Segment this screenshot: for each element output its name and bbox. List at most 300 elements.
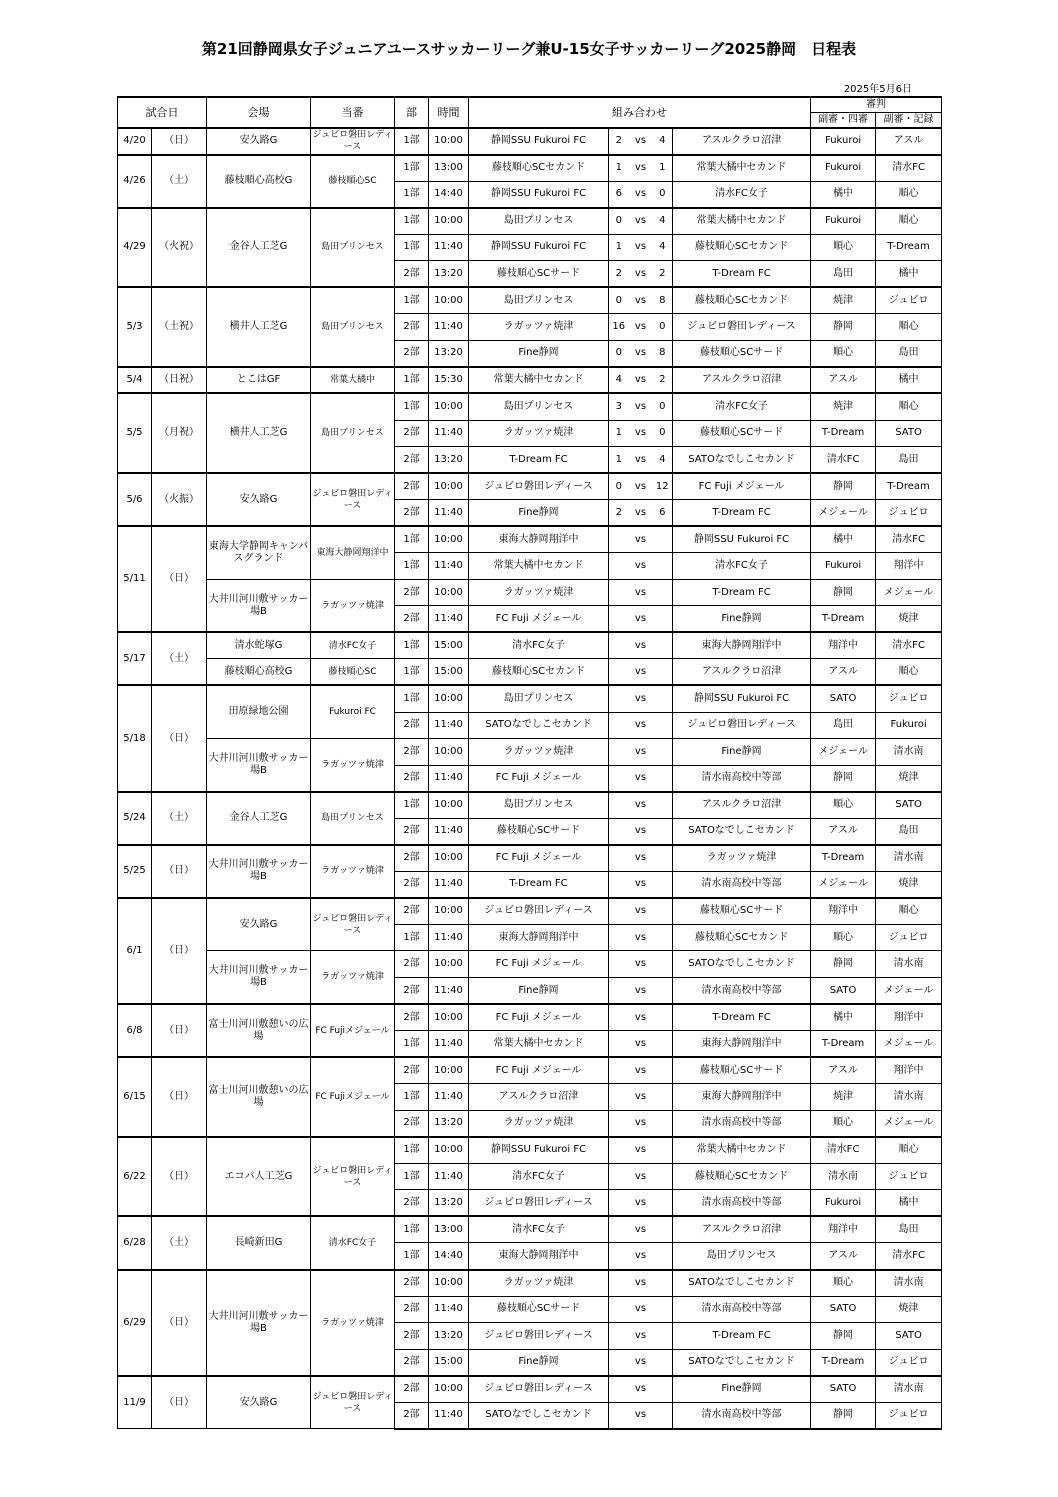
versus-label: vs — [629, 924, 653, 951]
division: 1部 — [395, 128, 429, 155]
home-team: 藤枝順心SCセカンド — [469, 155, 609, 182]
home-team: FC Fuji メジェール — [469, 606, 609, 633]
home-score — [609, 579, 629, 606]
division: 2部 — [395, 1376, 429, 1403]
referee-2: メジェール — [876, 978, 942, 1005]
away-score — [653, 818, 673, 845]
versus-label: vs — [629, 1163, 653, 1190]
division: 1部 — [395, 367, 429, 394]
home-score: 1 — [609, 447, 629, 474]
referee-2: メジェール — [876, 1031, 942, 1058]
referee-2: 橘中 — [876, 367, 942, 394]
home-score — [609, 1270, 629, 1297]
kickoff-time: 13:20 — [429, 340, 469, 367]
header-ref1: 副審・四審 — [811, 113, 876, 129]
referee-1: メジェール — [811, 500, 876, 527]
referee-2: 清水南 — [876, 1270, 942, 1297]
away-team: 清水南高校中等部 — [673, 871, 811, 898]
referee-1: アスル — [811, 818, 876, 845]
away-score — [653, 1163, 673, 1190]
match-date: 5/24 — [118, 792, 152, 845]
referee-2: 島田 — [876, 447, 942, 474]
referee-1: 順心 — [811, 924, 876, 951]
away-team: FC Fuji メジェール — [673, 473, 811, 500]
home-team: FC Fuji メジェール — [469, 951, 609, 978]
host-team: 島田プリンセス — [311, 792, 395, 845]
referee-2: 清水南 — [876, 951, 942, 978]
venue-name: 藤枝順心高校G — [207, 659, 311, 686]
referee-2: 翔洋中 — [876, 1057, 942, 1084]
host-team: ジュビロ磐田レディース — [311, 473, 395, 526]
match-weekday: （日） — [152, 1004, 207, 1057]
referee-2: 島田 — [876, 1216, 942, 1243]
division: 2部 — [395, 261, 429, 288]
match-weekday: （土） — [152, 1216, 207, 1269]
kickoff-time: 10:00 — [429, 208, 469, 235]
home-team: 島田プリンセス — [469, 685, 609, 712]
match-date: 6/28 — [118, 1216, 152, 1269]
division: 2部 — [395, 845, 429, 872]
referee-1: 翔洋中 — [811, 1216, 876, 1243]
referee-1: 島田 — [811, 261, 876, 288]
host-team: FC Fujiメジェール — [311, 1057, 395, 1137]
home-score — [609, 1402, 629, 1429]
table-row — [118, 792, 942, 819]
match-weekday: （日） — [152, 526, 207, 632]
referee-1: 焼津 — [811, 1084, 876, 1111]
home-team: 静岡SSU Fukuroi FC — [469, 128, 609, 155]
away-score — [653, 978, 673, 1005]
home-team: 静岡SSU Fukuroi FC — [469, 1137, 609, 1164]
kickoff-time: 11:40 — [429, 712, 469, 739]
kickoff-time: 11:40 — [429, 314, 469, 341]
kickoff-time: 11:40 — [429, 924, 469, 951]
kickoff-time: 11:40 — [429, 234, 469, 261]
away-score — [653, 1057, 673, 1084]
table-row — [118, 1216, 942, 1243]
versus-label: vs — [629, 792, 653, 819]
away-team: 藤枝順心SCセカンド — [673, 924, 811, 951]
kickoff-time: 13:20 — [429, 1190, 469, 1217]
referee-2: 清水南 — [876, 1084, 942, 1111]
home-score — [609, 1031, 629, 1058]
host-team: 清水FC女子 — [311, 1216, 395, 1269]
division: 2部 — [395, 1057, 429, 1084]
division: 2部 — [395, 1190, 429, 1217]
venue-name: 横井人工芝G — [207, 287, 311, 367]
versus-label: vs — [629, 1243, 653, 1270]
match-date: 4/26 — [118, 155, 152, 208]
home-team: 島田プリンセス — [469, 393, 609, 420]
home-score — [609, 924, 629, 951]
referee-2: 焼津 — [876, 871, 942, 898]
versus-label: vs — [629, 765, 653, 792]
host-team: ラガッツァ焼津 — [311, 1270, 395, 1376]
home-team: ラガッツァ焼津 — [469, 1270, 609, 1297]
referee-1: Fukuroi — [811, 128, 876, 155]
away-team: 清水南高校中等部 — [673, 1296, 811, 1323]
away-team: 清水FC女子 — [673, 181, 811, 208]
home-team: ラガッツァ焼津 — [469, 739, 609, 766]
match-date: 5/6 — [118, 473, 152, 526]
away-team: 清水南高校中等部 — [673, 1402, 811, 1429]
away-team: 藤枝順心SCセカンド — [673, 1163, 811, 1190]
home-team: ラガッツァ焼津 — [469, 420, 609, 447]
kickoff-time: 15:00 — [429, 659, 469, 686]
away-score — [653, 1376, 673, 1403]
home-team: 清水FC女子 — [469, 632, 609, 659]
referee-1: 橘中 — [811, 1004, 876, 1031]
kickoff-time: 11:40 — [429, 500, 469, 527]
division: 1部 — [395, 685, 429, 712]
home-team: FC Fuji メジェール — [469, 845, 609, 872]
home-team: 藤枝順心SCサード — [469, 1296, 609, 1323]
away-score — [653, 1349, 673, 1376]
table-row — [118, 951, 942, 978]
versus-label: vs — [629, 898, 653, 925]
home-team: 常葉大橘中セカンド — [469, 553, 609, 580]
division: 2部 — [395, 579, 429, 606]
away-score: 4 — [653, 208, 673, 235]
referee-2: 焼津 — [876, 765, 942, 792]
venue-name: 大井川河川敷サッカー場B — [207, 739, 311, 792]
host-team: ラガッツァ焼津 — [311, 845, 395, 898]
kickoff-time: 11:40 — [429, 978, 469, 1005]
division: 2部 — [395, 1270, 429, 1297]
match-date: 4/29 — [118, 208, 152, 288]
host-team: FC Fujiメジェール — [311, 1004, 395, 1057]
away-score — [653, 924, 673, 951]
venue-name: 安久路G — [207, 473, 311, 526]
referee-2: ジュビロ — [876, 1402, 942, 1429]
match-weekday: （日） — [152, 898, 207, 1004]
division: 1部 — [395, 526, 429, 553]
home-team: ジュビロ磐田レディース — [469, 473, 609, 500]
away-score — [653, 659, 673, 686]
home-team: 東海大静岡翔洋中 — [469, 526, 609, 553]
away-team: アスルクラロ沼津 — [673, 1216, 811, 1243]
table-row — [118, 898, 942, 925]
away-score: 8 — [653, 287, 673, 314]
versus-label: vs — [629, 978, 653, 1005]
match-weekday: （土） — [152, 632, 207, 685]
referee-1: SATO — [811, 1296, 876, 1323]
venue-name: 清水蛇塚G — [207, 632, 311, 659]
kickoff-time: 11:40 — [429, 1296, 469, 1323]
referee-2: 順心 — [876, 393, 942, 420]
away-score: 4 — [653, 234, 673, 261]
home-team: T-Dream FC — [469, 871, 609, 898]
home-team: 静岡SSU Fukuroi FC — [469, 181, 609, 208]
host-team: ジュビロ磐田レディース — [311, 128, 395, 155]
referee-2: 順心 — [876, 208, 942, 235]
header-referee: 審判 — [811, 97, 942, 113]
referee-1: 静岡 — [811, 765, 876, 792]
versus-label: vs — [629, 261, 653, 288]
referee-2: SATO — [876, 420, 942, 447]
home-team: 島田プリンセス — [469, 792, 609, 819]
away-team: SATOなでしこセカンド — [673, 1270, 811, 1297]
referee-2: 清水南 — [876, 845, 942, 872]
match-date: 11/9 — [118, 1376, 152, 1429]
venue-name: 大井川河川敷サッカー場B — [207, 845, 311, 898]
match-date: 6/29 — [118, 1270, 152, 1376]
division: 1部 — [395, 181, 429, 208]
away-score: 6 — [653, 500, 673, 527]
home-score — [609, 1110, 629, 1137]
division: 2部 — [395, 871, 429, 898]
away-team: アスルクラロ沼津 — [673, 659, 811, 686]
home-team: ジュビロ磐田レディース — [469, 1376, 609, 1403]
kickoff-time: 10:00 — [429, 473, 469, 500]
kickoff-time: 11:40 — [429, 818, 469, 845]
venue-name: 大井川河川敷サッカー場B — [207, 951, 311, 1004]
home-score — [609, 871, 629, 898]
versus-label: vs — [629, 871, 653, 898]
away-team: ラガッツァ焼津 — [673, 845, 811, 872]
home-score: 6 — [609, 181, 629, 208]
versus-label: vs — [629, 659, 653, 686]
venue-name: 東海大学静岡キャンパスグランド — [207, 526, 311, 579]
versus-label: vs — [629, 1402, 653, 1429]
division: 1部 — [395, 155, 429, 182]
home-score: 3 — [609, 393, 629, 420]
referee-1: 静岡 — [811, 473, 876, 500]
table-row — [118, 739, 942, 766]
away-score: 8 — [653, 340, 673, 367]
venue-name: 安久路G — [207, 898, 311, 951]
home-score: 2 — [609, 128, 629, 155]
home-team: ラガッツァ焼津 — [469, 314, 609, 341]
versus-label: vs — [629, 367, 653, 394]
home-team: SATOなでしこセカンド — [469, 1402, 609, 1429]
home-team: 清水FC女子 — [469, 1216, 609, 1243]
referee-2: 橘中 — [876, 261, 942, 288]
versus-label: vs — [629, 1216, 653, 1243]
home-team: ジュビロ磐田レディース — [469, 1190, 609, 1217]
home-team: FC Fuji メジェール — [469, 1004, 609, 1031]
match-weekday: （日） — [152, 1376, 207, 1429]
versus-label: vs — [629, 155, 653, 182]
host-team: ラガッツァ焼津 — [311, 579, 395, 632]
referee-2: ジュビロ — [876, 287, 942, 314]
away-score — [653, 1084, 673, 1111]
host-team: Fukuroi FC — [311, 685, 395, 738]
match-weekday: （日） — [152, 1057, 207, 1137]
kickoff-time: 15:00 — [429, 632, 469, 659]
match-weekday: （土） — [152, 792, 207, 845]
kickoff-time: 10:00 — [429, 526, 469, 553]
kickoff-time: 11:40 — [429, 420, 469, 447]
kickoff-time: 10:00 — [429, 898, 469, 925]
kickoff-time: 10:00 — [429, 845, 469, 872]
home-team: Fine静岡 — [469, 1349, 609, 1376]
referee-1: 翔洋中 — [811, 898, 876, 925]
table-row — [118, 367, 942, 394]
home-score — [609, 845, 629, 872]
division: 2部 — [395, 712, 429, 739]
host-team: ジュビロ磐田レディース — [311, 898, 395, 951]
away-score — [653, 553, 673, 580]
referee-1: 静岡 — [811, 1323, 876, 1350]
home-score: 0 — [609, 340, 629, 367]
kickoff-time: 11:40 — [429, 871, 469, 898]
away-team: SATOなでしこセカンド — [673, 818, 811, 845]
away-score — [653, 792, 673, 819]
kickoff-time: 10:00 — [429, 579, 469, 606]
kickoff-time: 10:00 — [429, 1376, 469, 1403]
referee-1: 静岡 — [811, 1402, 876, 1429]
versus-label: vs — [629, 553, 653, 580]
home-score — [609, 1004, 629, 1031]
away-team: 常葉大橘中セカンド — [673, 208, 811, 235]
kickoff-time: 15:30 — [429, 367, 469, 394]
match-weekday: （日祝） — [152, 367, 207, 394]
away-team: Fine静岡 — [673, 606, 811, 633]
match-weekday: （日） — [152, 845, 207, 898]
home-score: 1 — [609, 420, 629, 447]
referee-2: SATO — [876, 792, 942, 819]
away-team: 静岡SSU Fukuroi FC — [673, 526, 811, 553]
away-score — [653, 579, 673, 606]
kickoff-time: 10:00 — [429, 1270, 469, 1297]
host-team: 東海大静岡翔洋中 — [311, 526, 395, 579]
match-date: 5/18 — [118, 685, 152, 791]
kickoff-time: 13:20 — [429, 1110, 469, 1137]
away-team: 常葉大橘中セカンド — [673, 1137, 811, 1164]
header-division: 部 — [395, 97, 429, 128]
referee-1: 清水FC — [811, 1137, 876, 1164]
match-weekday: （日） — [152, 685, 207, 791]
header-venue: 会場 — [207, 97, 311, 128]
home-team: 藤枝順心SCサード — [469, 818, 609, 845]
division: 2部 — [395, 818, 429, 845]
referee-2: 清水南 — [876, 1376, 942, 1403]
kickoff-time: 10:00 — [429, 1004, 469, 1031]
away-score — [653, 951, 673, 978]
division: 2部 — [395, 765, 429, 792]
home-score — [609, 1296, 629, 1323]
away-team: 藤枝順心SCサード — [673, 1057, 811, 1084]
home-team: 藤枝順心SCサード — [469, 261, 609, 288]
home-score — [609, 1216, 629, 1243]
referee-2: 翔洋中 — [876, 1004, 942, 1031]
division: 1部 — [395, 1137, 429, 1164]
away-team: T-Dream FC — [673, 1323, 811, 1350]
header-time: 時間 — [429, 97, 469, 128]
table-row — [118, 659, 942, 686]
home-score — [609, 765, 629, 792]
division: 2部 — [395, 606, 429, 633]
issue-date: 2025年5月6日 — [843, 84, 912, 95]
referee-1: Fukuroi — [811, 553, 876, 580]
referee-1: 静岡 — [811, 951, 876, 978]
division: 1部 — [395, 234, 429, 261]
away-team: 藤枝順心SCサード — [673, 420, 811, 447]
versus-label: vs — [629, 447, 653, 474]
kickoff-time: 14:40 — [429, 181, 469, 208]
versus-label: vs — [629, 1323, 653, 1350]
away-team: 静岡SSU Fukuroi FC — [673, 685, 811, 712]
home-team: FC Fuji メジェール — [469, 765, 609, 792]
home-score — [609, 1084, 629, 1111]
home-team: ジュビロ磐田レディース — [469, 898, 609, 925]
host-team: ジュビロ磐田レディース — [311, 1376, 395, 1429]
host-team: ラガッツァ焼津 — [311, 951, 395, 1004]
away-score: 2 — [653, 261, 673, 288]
division: 2部 — [395, 473, 429, 500]
home-score — [609, 526, 629, 553]
home-score — [609, 1163, 629, 1190]
away-score — [653, 1296, 673, 1323]
referee-2: ジュビロ — [876, 1349, 942, 1376]
match-weekday: （月祝） — [152, 393, 207, 473]
versus-label: vs — [629, 208, 653, 235]
away-score — [653, 898, 673, 925]
table-row — [118, 287, 942, 314]
versus-label: vs — [629, 845, 653, 872]
venue-name: 安久路G — [207, 1376, 311, 1429]
referee-2: メジェール — [876, 579, 942, 606]
header-host: 当番 — [311, 97, 395, 128]
kickoff-time: 15:00 — [429, 1349, 469, 1376]
away-score — [653, 845, 673, 872]
table-row — [118, 1004, 942, 1031]
home-score — [609, 792, 629, 819]
kickoff-time: 13:20 — [429, 447, 469, 474]
match-date: 6/1 — [118, 898, 152, 1004]
away-team: ジュビロ磐田レディース — [673, 712, 811, 739]
home-score — [609, 659, 629, 686]
away-score — [653, 871, 673, 898]
away-score: 0 — [653, 393, 673, 420]
away-score: 4 — [653, 128, 673, 155]
table-row — [118, 128, 942, 155]
table-row — [118, 1057, 942, 1084]
referee-2: 清水FC — [876, 526, 942, 553]
referee-1: 静岡 — [811, 314, 876, 341]
referee-1: 焼津 — [811, 287, 876, 314]
match-date: 4/20 — [118, 128, 152, 155]
home-score — [609, 1323, 629, 1350]
referee-1: 清水南 — [811, 1163, 876, 1190]
division: 2部 — [395, 1349, 429, 1376]
match-weekday: （土） — [152, 155, 207, 208]
versus-label: vs — [629, 579, 653, 606]
home-team: アスルクラロ沼津 — [469, 1084, 609, 1111]
division: 2部 — [395, 447, 429, 474]
referee-2: メジェール — [876, 1110, 942, 1137]
home-score — [609, 712, 629, 739]
referee-2: 順心 — [876, 1137, 942, 1164]
match-weekday: （土祝） — [152, 287, 207, 367]
division: 1部 — [395, 1084, 429, 1111]
division: 2部 — [395, 978, 429, 1005]
away-score — [653, 1323, 673, 1350]
referee-1: Fukuroi — [811, 208, 876, 235]
host-team: 藤枝順心SC — [311, 155, 395, 208]
table-row — [118, 1270, 942, 1297]
match-weekday: （火祝） — [152, 208, 207, 288]
kickoff-time: 10:00 — [429, 739, 469, 766]
versus-label: vs — [629, 393, 653, 420]
kickoff-time: 13:20 — [429, 261, 469, 288]
away-team: 東海大静岡翔洋中 — [673, 1031, 811, 1058]
match-date: 6/8 — [118, 1004, 152, 1057]
referee-2: SATO — [876, 1323, 942, 1350]
away-score — [653, 632, 673, 659]
home-score: 1 — [609, 155, 629, 182]
